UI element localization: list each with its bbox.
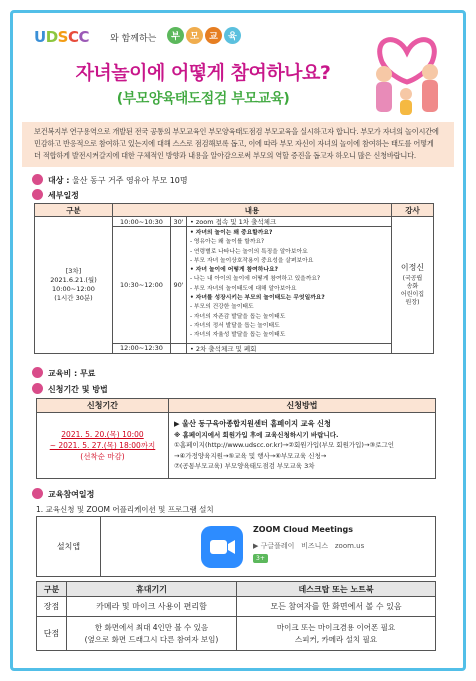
badge-bu: 부	[167, 27, 184, 44]
bullet-icon	[32, 488, 43, 499]
row-duration: 30'	[171, 217, 187, 227]
col-period: 신청기간	[37, 399, 169, 413]
method-note: ※ 홈페이지에서 회원가입 후에 교육신청하시기 바랍니다.	[174, 430, 339, 439]
participation-heading: 교육참여일정	[48, 490, 95, 499]
col-type: 구분	[35, 204, 113, 217]
step1-text: 1. 교육신청 및 ZOOM 어플리케이션 및 프로그램 설치	[36, 505, 214, 514]
lecturer-name: 이정신	[400, 263, 425, 273]
logo-suffix: 와 함께하는	[110, 34, 157, 44]
detail-item: - 연령별로 나타나는 놀이의 특징을 알아보아요	[190, 248, 308, 255]
play-store-icon: ▶	[253, 542, 259, 550]
period-cell	[37, 413, 169, 479]
detail-item: • 자녀를 성장시키는 부모의 놀이태도는 무엇일까요?	[190, 295, 325, 302]
detail-item: - 부모 자녀의 놀이태도에 대해 알아보아요	[190, 285, 297, 292]
col-mobile: 휴대기기	[67, 582, 237, 597]
row-desktop: 마이크 또는 마이크겸용 이어폰 필요 스피커, 카메라 설치 필요	[237, 617, 436, 651]
col-method: 신청방법	[169, 399, 436, 413]
row-mobile: 카메라 및 마이크 사용이 편리함	[67, 597, 237, 617]
bullet-icon	[32, 383, 43, 394]
badge-gyo: 교	[205, 27, 222, 44]
method-step: →④가정양육지원→⑤교육 및 행사→⑥부모교육 신청→	[174, 451, 327, 460]
detail-item: - 자녀의 자율성 발달을 돕는 놀이태도	[190, 332, 286, 339]
method-step: ⑦(공통부모교육) 부모양육태도점검 부모교육 3차	[174, 462, 315, 471]
lecturer-cell	[392, 217, 434, 354]
badge-mo: 모	[186, 27, 203, 44]
intro-paragraph: 보건복지부 연구용역으로 개발된 전국 공통의 부모교육인 부모양육태도점검 부모교육을 실시하고자 합니다. 부모가 자녀의 놀이시간에 민감하고 반응적으로 참여하고 있는지에 대해 스스로 점검해보록 돕고, 이에 따라 부모 자신이 자녀의 놀이에 참여하는 태도를 어떻게 더 적합하게 발전시켜갈지에 대한 구체적인 방향과 내용을 알아감으로써 부모의 역할 증진을 돕고자 하오니 많은 신청바랍니다.	[22, 122, 454, 167]
col-lecturer: 강사	[392, 204, 434, 217]
detail-item: - 부모의 건강한 놀이태도	[190, 304, 254, 311]
detail-item: - 부모 자녀 놀이상호작용이 중요성을 살펴보아요	[190, 257, 314, 264]
detail-item: - 영유아는 왜 놀이를 할까요?	[190, 239, 265, 246]
row-details	[187, 227, 392, 344]
row-type: 장점	[37, 597, 67, 617]
family-illustration	[362, 22, 452, 122]
col-type: 구분	[37, 582, 67, 597]
device-table	[36, 581, 436, 651]
bullet-icon	[32, 189, 43, 200]
app-meta: ▶ 구글플레이 비즈니스 zoom.us	[253, 542, 365, 550]
session-date: [3차] 2021.6.21.(월) 10:00~12:00 (1시간 30분)	[35, 217, 113, 354]
fee-line: 교육비 : 무료	[48, 369, 96, 378]
row-duration	[171, 343, 187, 353]
period-start: 2021. 5. 20.(목) 10:00	[61, 430, 144, 439]
apply-heading: 신청기간 및 방법	[48, 385, 108, 394]
method-step[interactable]: ①홈페이지(http://www.udscc.or.kr)→②회원가입(부모 회원가입)→③로그인	[174, 441, 395, 450]
page-subtitle: (부모양육태도점검 부모교육)	[116, 91, 290, 107]
lecturer-affiliation: (국공립 송화 어린이집 원장)	[400, 275, 425, 307]
install-table	[36, 516, 436, 577]
rating-badge: 3+	[253, 554, 268, 563]
zoom-app-icon[interactable]	[201, 526, 243, 568]
period-end: ~ 2021. 5. 27.(목) 18:00까지	[49, 441, 156, 450]
row-time: 12:00~12:30	[113, 343, 171, 353]
row-text: • zoom 접속 및 1차 출석체크	[187, 217, 392, 227]
schedule-heading: 세부일정	[48, 191, 79, 200]
install-label: 설치앱	[37, 517, 101, 577]
app-cell	[101, 517, 436, 577]
col-desktop: 데스크탑 또는 노트북	[237, 582, 436, 597]
detail-item: - 나는 내 아이의 놀이에 어떻게 참여하고 있을까요?	[190, 276, 321, 283]
row-mobile: 한 화면에서 최대 4인만 볼 수 있음 (옆으로 화면 드래그시 다른 참여자 보임)	[67, 617, 237, 651]
bullet-icon	[32, 174, 43, 185]
row-text: • 2차 출석체크 및 폐회	[187, 343, 392, 353]
detail-item: • 자녀의 놀이는 왜 중요할까요?	[190, 230, 273, 236]
method-title: ▶ 울산 동구육아종합지원센터 홈페이지 교육 신청	[174, 419, 331, 429]
method-cell	[169, 413, 436, 479]
row-desktop: 모든 참여자를 한 화면에서 볼 수 있음	[237, 597, 436, 617]
bullet-icon	[32, 367, 43, 378]
period-note: (선착순 마감)	[80, 452, 125, 461]
detail-list	[190, 229, 388, 341]
row-time: 10:00~10:30	[113, 217, 171, 227]
detail-item: - 자녀의 정서 발달을 돕는 놀이태도	[190, 322, 280, 329]
col-content: 내용	[113, 204, 392, 217]
page-title: 자녀놀이에 어떻게 참여하나요?	[75, 62, 331, 84]
app-name[interactable]: ZOOM Cloud Meetings	[253, 525, 354, 534]
detail-item: • 자녀 놀이에 어떻게 참여하나요?	[190, 267, 278, 274]
badge-yuk: 육	[224, 27, 241, 44]
udscc-logo: UDSCC	[34, 28, 89, 46]
row-time: 10:30~12:00	[113, 227, 171, 344]
detail-item: - 자녀의 자존감 발달을 돕는 놀이태도	[190, 313, 286, 320]
row-type: 단점	[37, 617, 67, 651]
schedule-table	[34, 203, 434, 354]
target-line: 대상 : 울산 동구 거주 영유아 부모 10명	[48, 176, 188, 185]
row-duration: 90'	[171, 227, 187, 344]
apply-table	[36, 398, 436, 479]
